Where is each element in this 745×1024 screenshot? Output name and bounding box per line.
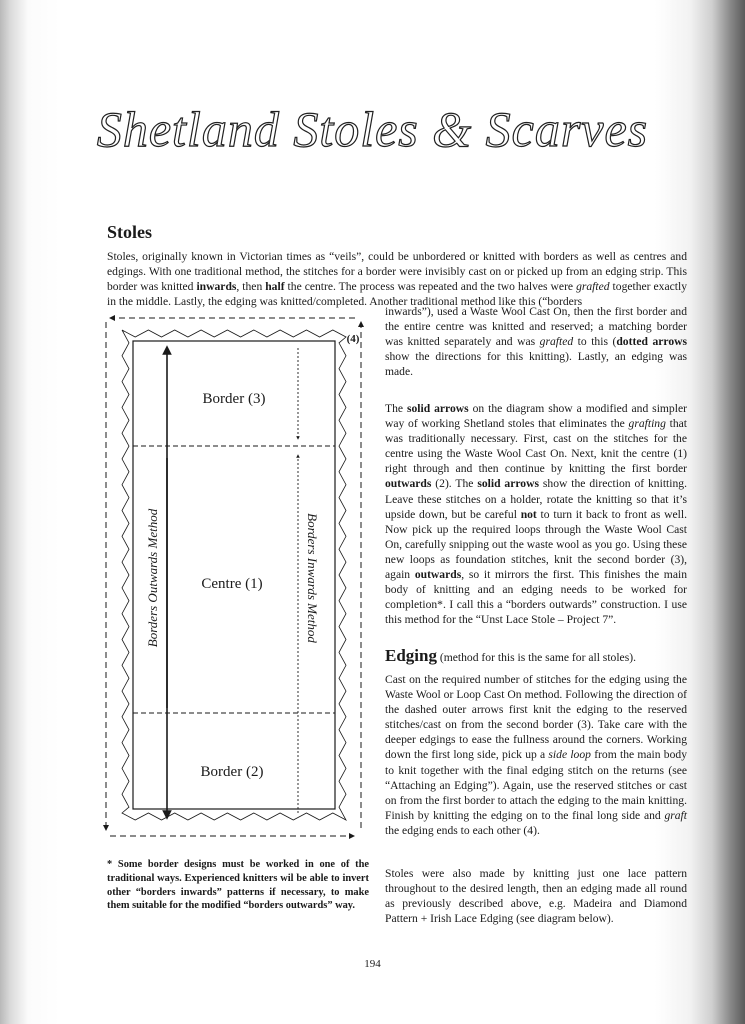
edging-heading-title: Edging [385, 646, 437, 665]
stole-diagram [100, 308, 375, 850]
edging-paragraph: Cast on the required number of stitches for the edging using the Waste Wool or Loop Cast On method. Following the direction of the dashed outer arrows first knit the edging to the reserved stitches/cast on from the second border (3). Take care with the deeper edgings to ease the fullness around the corners. Working down the first long side, pick up a side loop from the main body to knit together with the final edging stitch on the returns (see “Attaching an Edging”). Again, use the reserved stitches or cast on from the first border to attach the edging to the main knitting. Finish by knitting the edging on to the final long side and graft the edging ends to each other (4). [385, 673, 687, 837]
stoles-intro-paragraph: Stoles, originally known in Victorian times as “veils”, could be unbordered or knitted with borders as well as centres and edgings. With one traditional method, the stitches for a border were invisibly cast on or picked up from an edging strip. This border was knitted inwards, then half the centre. The process was repeated and the two halves were grafted together exactly in the middle. Lastly, the edging was knitted/completed. Another traditional method like this (“borders [107, 250, 687, 309]
stoles-paragraph-continued: inwards”), used a Waste Wool Cast On, then the first border and the entire centre was knitted and reserved; a matching border was knitted separately and was grafted to this (dotted arrows show the directions for this knitting). Lastly, an edging was made. [385, 305, 688, 379]
edging-heading-note: (method for this is the same for all stoles). [439, 651, 636, 664]
label-borders-inwards: Borders Inwards Method [305, 513, 320, 643]
edging-heading [385, 646, 687, 666]
label-border-2: Border (2) [200, 764, 264, 780]
stole-outline [133, 341, 335, 809]
footnote: * Some border designs must be worked in one of the traditional ways. Experienced knitters wil be able to invert other “borders inwards” patterns if necessary, to make them suitable for the modified “borders outwards” way. [107, 859, 369, 912]
single-pattern-paragraph: Stoles were also made by knitting just one lace pattern throughout to the desired length, then an edging made all round as previously described above, e.g. Madeira and Diamond Pattern + Irish Lace Edging (see diagram below). [385, 867, 687, 926]
label-border-3: Border (3) [202, 391, 266, 407]
label-four: (4) [346, 333, 360, 345]
label-centre-1: Centre (1) [201, 576, 263, 592]
page-number: 194 [364, 958, 381, 970]
label-borders-outwards: Borders Outwards Method [145, 508, 160, 648]
section-heading-stoles: Stoles [107, 222, 152, 242]
stole-body [133, 341, 335, 809]
page-title: Shetland Stoles & Scarves [96, 101, 649, 157]
solid-arrows-paragraph: The solid arrows on the diagram show a modified and simpler way of working Shetland stoles that eliminates the grafting that was traditionally necessary. First, cast on the stitches for the centre using the Waste Wool Cast On. Next, knit the centre (1) right through and then continue by knitting the first border outwards (2). The solid arrows show the direction of knitting. Leave these stitches on a holder, rotate the knitting so that it’s upside down, but be careful not to turn it back to front as well. Now pick up the required loops through the Waste Wool Cast On, carefully snipping out the waste wool as you go. Using these new loops as foundation stitches, knit the second border (3), again outwards, so it mirrors the first. This finishes the main body of knitting and an edging needs to be worked for completion*. I call this a “borders outwards” construction. I use this method for the “Unst Lace Stole – Project 7”. [385, 402, 688, 627]
